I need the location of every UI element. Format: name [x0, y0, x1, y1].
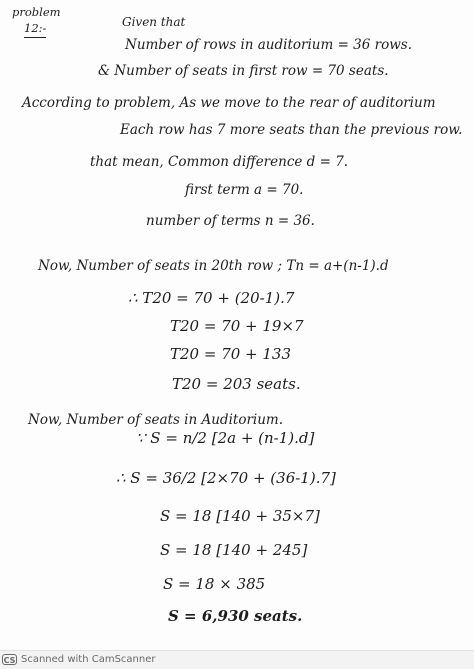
number-of-terms-line: number of terms n = 36. [146, 213, 315, 229]
scanner-watermark-text: Scanned with CamScanner [21, 654, 156, 665]
problem-number: 12:- [24, 20, 46, 38]
sum-step3: S = 18 [140 + 245] [160, 541, 308, 559]
first-term-line: first term a = 70. [185, 182, 304, 198]
sum-step2: S = 18 [140 + 35×7] [160, 507, 320, 525]
row20-step3: T20 = 70 + 133 [170, 345, 292, 363]
row20-step2: T20 = 70 + 19×7 [170, 317, 304, 335]
sum-formula: ∵ S = n/2 [2a + (n-1).d] [136, 429, 315, 447]
problem-label: problem [12, 5, 61, 19]
problem-statement-line2: Each row has 7 more seats than the previous row. [120, 122, 463, 138]
row20-step4: T20 = 203 seats. [172, 375, 301, 393]
sum-step4: S = 18 × 385 [163, 575, 266, 593]
sum-step1: ∴ S = 36/2 [2×70 + (36-1).7] [116, 469, 336, 487]
camscanner-logo-icon: CS [3, 656, 16, 665]
sum-answer: S = 6,930 seats. [168, 607, 303, 625]
given-rows-line: Number of rows in auditorium = 36 rows. [125, 37, 413, 53]
given-seats-line: & Number of seats in first row = 70 seats. [98, 63, 389, 79]
problem-statement-line1: According to problem, As we move to the rear of auditorium [22, 95, 436, 111]
row20-step1: ∴ T20 = 70 + (20-1).7 [128, 289, 295, 307]
row20-intro: Now, Number of seats in 20th row ; Tn = a+(n-1).d [38, 258, 389, 274]
auditorium-intro: Now, Number of seats in Auditorium. [28, 412, 284, 428]
scanner-footer [0, 650, 474, 669]
given-intro: Given that [122, 15, 186, 29]
common-difference-line: that mean, Common difference d = 7. [90, 154, 349, 170]
